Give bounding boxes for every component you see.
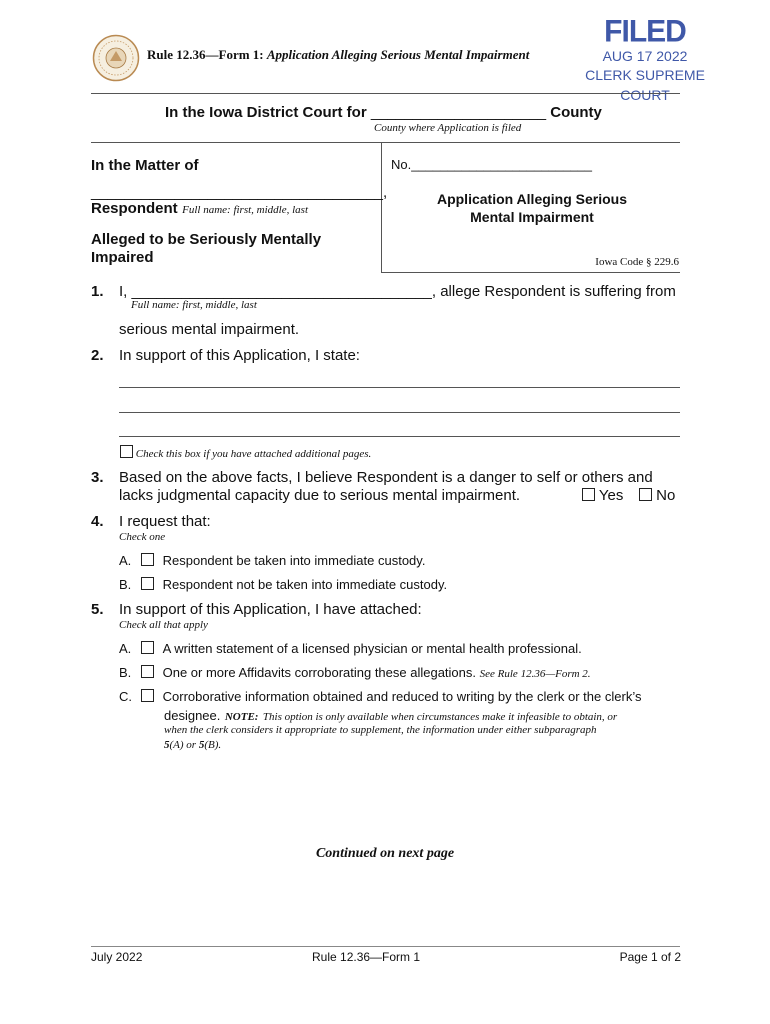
alleged-label: Alleged to be Seriously Mentally Impaired [91,231,322,266]
attach-b-label: One or more Affidavits corroborating these allegations. [162,665,477,680]
stamp-filed: FILED [604,14,686,49]
court-seal [92,34,140,82]
iowa-code: Iowa Code § 229.6 [595,256,679,268]
note-ref-5b: (B). [204,739,222,751]
option-a-letter: A. [119,553,132,568]
item-3-line1: Based on the above facts, I believe Respondent is a danger to self or others and [119,469,653,486]
option-b-letter: B. [119,577,132,592]
attachment-option-a [119,641,582,656]
form-rule: Rule 12.36—Form 1: [147,47,264,62]
case-number-row [391,157,592,172]
item-1-number: 1. [91,283,104,300]
stamp-court: CLERK SUPREME COURT [585,67,705,103]
custody-b-label: Respondent not be taken into immediate custody. [162,577,448,592]
footer-form: Rule 12.36—Form 1 [312,950,421,964]
attach-b-checkbox[interactable] [141,665,154,678]
custody-b-checkbox[interactable] [141,577,154,590]
county-caption: County where Application is filed [374,122,522,134]
custody-a-label: Respondent be taken into immediate custody. [162,553,426,568]
note-ref-5a: (A) or [169,739,197,751]
filed-stamp [560,16,730,105]
item-4-text: I request that: [119,513,211,530]
attach-b-reference: See Rule 12.36—Form 2. [479,668,591,680]
continued-note: Continued on next page [315,846,455,861]
attach-a-checkbox[interactable] [141,641,154,654]
item-4-hint: Check one [119,531,166,543]
document-title [391,190,673,226]
item-5-number: 5. [91,601,104,618]
applicant-name-blank[interactable]: ____________________________________, [131,283,437,300]
matter-label: In the Matter of [91,157,199,174]
respondent-hint: Full name: first, middle, last [182,204,309,216]
attach-c-line2: designee. [164,708,221,723]
attach-c-letter: C. [119,689,132,704]
respondent-label: Respondent [91,200,178,217]
attach-a-label: A written statement of a licensed physician or mental health professional. [162,641,582,656]
item-1-line [119,283,676,300]
attachment-option-c [119,689,641,704]
footer-rule [91,946,680,947]
custody-option-a [119,553,425,568]
case-number-blank[interactable]: _________________________ [411,157,592,172]
caption-bottom-rule [381,272,680,273]
court-suffix: County [550,104,602,121]
form-header [147,47,529,63]
attached-pages-row [120,445,371,460]
statement-line-3[interactable] [119,436,680,437]
court-line [165,104,602,121]
danger-yes-option [582,487,623,504]
note-ref-5b-num: 5 [198,739,205,751]
note-line2: when the clerk considers it appropriate to supplement, the information under either subparagraph [164,724,597,736]
document-title-line2: Mental Impairment [470,209,594,225]
danger-no-checkbox[interactable] [639,488,652,501]
respondent-name-blank[interactable]: ___________________________________, [91,184,388,201]
caption-top-rule [91,142,680,143]
attachment-option-b [119,665,591,680]
document-title-line1: Application Alleging Serious [436,191,628,207]
attach-c-label: Corroborative information obtained and reduced to writing by the clerk or the clerk’s [162,689,642,704]
custody-a-checkbox[interactable] [141,553,154,566]
caption-divider [381,142,382,272]
item-3-line2: lacks judgmental capacity due to serious mental impairment. [119,487,521,504]
item-1-continued: serious mental impairment. [119,321,300,338]
item-5-text: In support of this Application, I have attached: [119,601,422,618]
court-prefix: In the Iowa District Court for [165,104,367,121]
item-2-number: 2. [91,347,104,364]
statement-line-1[interactable] [119,387,680,388]
attach-c-checkbox[interactable] [141,689,154,702]
item-1-prefix: I, [119,283,128,300]
attached-pages-checkbox[interactable] [120,445,133,458]
item-2-text: In support of this Application, I state: [119,347,360,364]
case-number-label: No. [391,157,412,172]
stamp-date: AUG 17 2022 [602,48,688,64]
form-title: Application Alleging Serious Mental Impairment [266,47,530,62]
note-line3 [164,739,221,751]
item-4-number: 4. [91,513,104,530]
custody-option-b [119,577,447,592]
danger-yes-label: Yes [598,487,624,504]
county-blank[interactable]: _____________________ [370,104,547,121]
note-label: NOTE: [224,711,259,723]
note-line1: This option is only available when circumstances make it infeasible to obtain, or [262,711,618,723]
footer-date: July 2022 [91,950,143,964]
danger-yes-checkbox[interactable] [582,488,595,501]
header-rule [91,93,680,94]
danger-no-label: No [656,487,676,504]
item-5-hint: Check all that apply [119,619,208,631]
attach-a-letter: A. [119,641,132,656]
attach-b-letter: B. [119,665,132,680]
attach-c-continuation [164,707,617,725]
footer-page: Page 1 of 2 [619,950,681,964]
item-3-number: 3. [91,469,104,486]
note-ref-5a-num: 5 [164,739,170,751]
item-1-suffix: allege Respondent is suffering from [440,283,676,300]
danger-no-option [639,487,675,504]
respondent-label-row [91,200,308,218]
applicant-hint: Full name: first, middle, last [131,299,257,311]
attached-pages-label: Check this box if you have attached additional pages. [135,448,372,460]
statement-line-2[interactable] [119,412,680,413]
